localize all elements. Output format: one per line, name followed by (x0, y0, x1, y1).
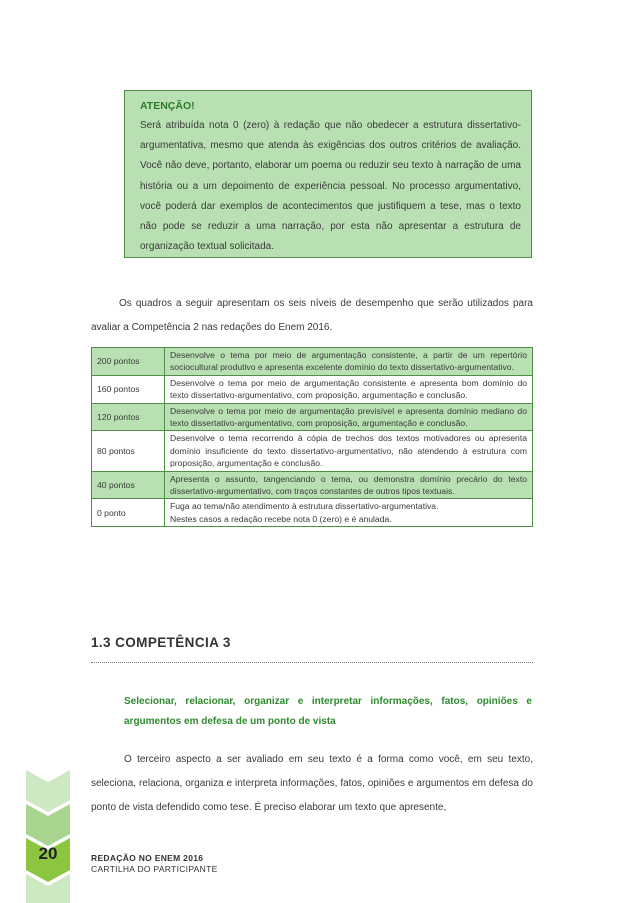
section-divider (91, 662, 533, 663)
attention-title: ATENÇÃO! (140, 100, 195, 112)
performance-levels-table (91, 347, 533, 527)
footer-title: REDAÇÃO NO ENEM 2016 (91, 853, 204, 863)
competence-statement: Selecionar, relacionar, organizar e interpretar informações, fatos, opiniões e argumentos em defesa de um ponto de vista (124, 696, 532, 727)
description-line: Fuga ao tema/não atendimento à estrutura dissertativo-argumentativa. (170, 501, 439, 512)
description-cell (165, 499, 533, 527)
page-number: 20 (38, 844, 58, 863)
description-cell: Desenvolve o tema por meio de argumentação previsível e apresenta domínio mediano do texto dissertativo-argumentativo, com proposição, argumentação e conclusão. (165, 403, 533, 431)
description-cell: Desenvolve o tema por meio de argumentação consistente, a partir de um repertório sociocultural produtivo e apresenta excelente domínio do texto dissertativo-argumentativo. (165, 348, 533, 376)
attention-box (124, 90, 532, 258)
body-paragraph: O terceiro aspecto a ser avaliado em seu texto é a forma como você, em seu texto, seleciona, relaciona, organiza e interpreta informações, fatos, opiniões e argumentos em defesa do ponto de vista defendido como tese. É preciso elaborar um texto que apresente, (91, 754, 533, 813)
table-row (92, 431, 533, 471)
points-cell: 80 pontos (92, 431, 165, 471)
table-row (92, 375, 533, 403)
description-cell: Desenvolve o tema por meio de argumentação consistente e apresenta bom domínio do texto dissertativo-argumentativo, com proposição, argumentação e conclusão. (165, 375, 533, 403)
chevron-decoration-icon (0, 770, 80, 903)
points-cell: 160 pontos (92, 375, 165, 403)
footer-subtitle: CARTILHA DO PARTICIPANTE (91, 864, 218, 874)
description-line: Nestes casos a redação recebe nota 0 (zero) e é anulada. (170, 513, 392, 524)
points-cell: 40 pontos (92, 471, 165, 499)
attention-body: Será atribuída nota 0 (zero) à redação que não obedecer a estrutura dissertativo-argumentativa, mesmo que atenda às exigências dos outros critérios de avaliação. Você não deve, portanto, elaborar um poema ou reduzir seu texto à narração de uma história ou a um depoimento de experiência pessoal. No processo argumentativo, você poderá dar exemplos de acontecimentos que justifiquem a tese, mas o texto não pode se reduzir a uma narração, por esta não apresentar a estrutura de organização textual solicitada. (140, 120, 521, 253)
description-cell: Apresenta o assunto, tangenciando o tema, ou demonstra domínio precário do texto dissertativo-argumentativo, com traços constantes de outros tipos textuais. (165, 471, 533, 499)
table-row (92, 348, 533, 376)
points-cell: 0 ponto (92, 499, 165, 527)
description-cell: Desenvolve o tema recorrendo à cópia de trechos dos textos motivadores ou apresenta domínio insuficiente do texto dissertativo-argumentativo, não atendendo à estrutura com proposição, argumentação e conclusão. (165, 431, 533, 471)
table-row (92, 471, 533, 499)
points-cell: 120 pontos (92, 403, 165, 431)
intro-paragraph: Os quadros a seguir apresentam os seis níveis de desempenho que serão utilizados para avaliar a Competência 2 nas redações do Enem 2016. (91, 298, 533, 333)
points-cell: 200 pontos (92, 348, 165, 376)
section-title: 1.3 COMPETÊNCIA 3 (91, 635, 231, 650)
table-row (92, 403, 533, 431)
table-row (92, 499, 533, 527)
